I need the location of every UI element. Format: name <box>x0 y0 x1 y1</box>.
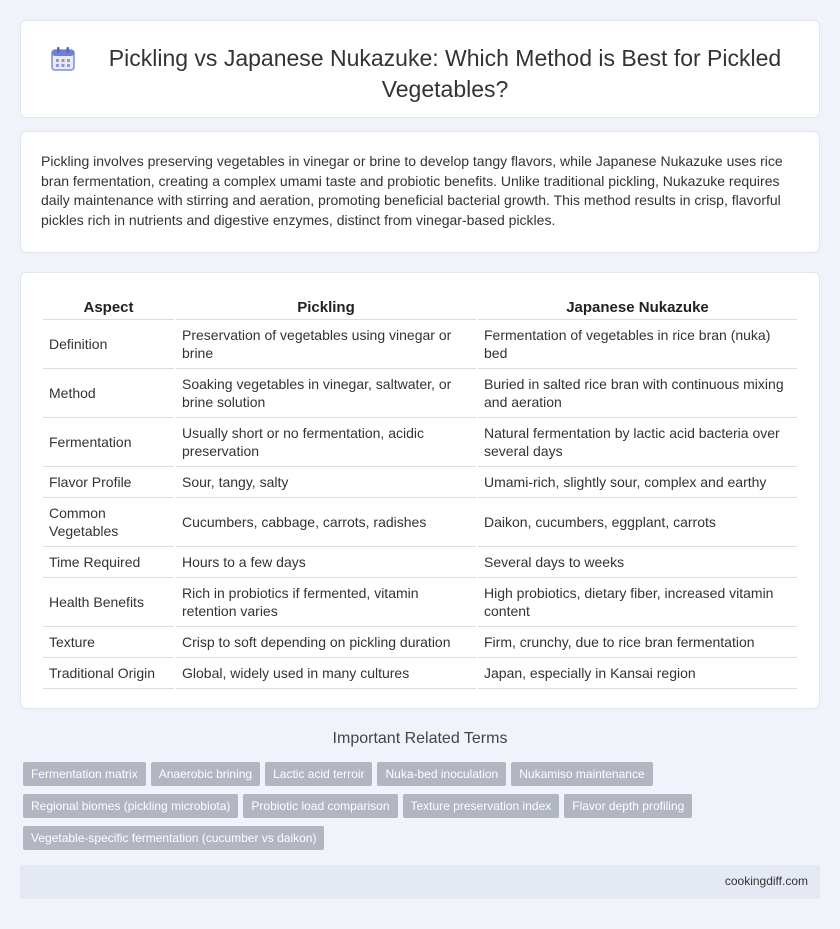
header-nukazuke: Japanese Nukazuke <box>478 293 797 320</box>
table-header-row <box>43 293 797 320</box>
cell-aspect: Fermentation <box>43 418 174 467</box>
table-row <box>43 627 797 658</box>
cell-aspect: Definition <box>43 320 174 369</box>
related-terms-tags <box>23 762 823 858</box>
cell-nukazuke: Natural fermentation by lactic acid bacteria over several days <box>478 418 797 467</box>
related-term-tag[interactable]: Lactic acid terroir <box>265 762 372 786</box>
cell-pickling: Rich in probiotics if fermented, vitamin retention varies <box>176 578 476 627</box>
footer-site[interactable]: cookingdiff.com <box>724 874 808 888</box>
cell-aspect: Common Vegetables <box>43 498 174 547</box>
footer <box>20 865 820 899</box>
table-row <box>43 547 797 578</box>
intro-paragraph: Pickling involves preserving vegetables in vinegar or brine to develop tangy flavors, while Japanese Nukazuke uses rice bran fermentation, creating a complex umami taste and probiotic benefits. Unlike traditional pickling, Nukazuke requires daily maintenance with stirring and aeration, promoting beneficial bacterial growth. This method results in crisp, flavorful pickles rich in nutrients and digestive enzymes, distinct from vinegar-based pickles. <box>41 153 783 228</box>
cell-nukazuke: Firm, crunchy, due to rice bran fermentation <box>478 627 797 658</box>
table-row <box>43 418 797 467</box>
related-term-tag[interactable]: Regional biomes (pickling microbiota) <box>23 794 238 818</box>
table-row <box>43 467 797 498</box>
related-term-tag[interactable]: Anaerobic brining <box>151 762 260 786</box>
cell-nukazuke: Umami-rich, slightly sour, complex and earthy <box>478 467 797 498</box>
table-row <box>43 578 797 627</box>
cell-pickling: Soaking vegetables in vinegar, saltwater, or brine solution <box>176 369 476 418</box>
cell-pickling: Sour, tangy, salty <box>176 467 476 498</box>
cell-pickling: Usually short or no fermentation, acidic preservation <box>176 418 476 467</box>
cell-aspect: Health Benefits <box>43 578 174 627</box>
header-card <box>20 20 820 118</box>
cell-nukazuke: Japan, especially in Kansai region <box>478 658 797 689</box>
page-title: Pickling vs Japanese Nukazuke: Which Method is Best for Pickled Vegetables? <box>108 45 782 102</box>
cell-aspect: Method <box>43 369 174 418</box>
table-row <box>43 369 797 418</box>
cell-pickling: Preservation of vegetables using vinegar or brine <box>176 320 476 369</box>
cell-pickling: Crisp to soft depending on pickling duration <box>176 627 476 658</box>
related-term-tag[interactable]: Texture preservation index <box>403 794 560 818</box>
cell-nukazuke: Buried in salted rice bran with continuous mixing and aeration <box>478 369 797 418</box>
table-row <box>43 320 797 369</box>
related-term-tag[interactable]: Nukamiso maintenance <box>511 762 652 786</box>
table-row <box>43 658 797 689</box>
header-aspect: Aspect <box>43 293 174 320</box>
cell-nukazuke: High probiotics, dietary fiber, increased vitamin content <box>478 578 797 627</box>
related-term-tag[interactable]: Probiotic load comparison <box>243 794 397 818</box>
cell-aspect: Flavor Profile <box>43 467 174 498</box>
comparison-table-card <box>20 272 820 709</box>
cell-pickling: Cucumbers, cabbage, carrots, radishes <box>176 498 476 547</box>
cell-aspect: Time Required <box>43 547 174 578</box>
cell-aspect: Traditional Origin <box>43 658 174 689</box>
comparison-table <box>41 293 799 689</box>
header-pickling: Pickling <box>176 293 476 320</box>
related-term-tag[interactable]: Flavor depth profiling <box>564 794 692 818</box>
cell-nukazuke: Daikon, cucumbers, eggplant, carrots <box>478 498 797 547</box>
intro-card <box>20 131 820 253</box>
related-term-tag[interactable]: Vegetable-specific fermentation (cucumber vs daikon) <box>23 826 324 850</box>
cell-aspect: Texture <box>43 627 174 658</box>
cell-nukazuke: Fermentation of vegetables in rice bran (nuka) bed <box>478 320 797 369</box>
related-term-tag[interactable]: Fermentation matrix <box>23 762 146 786</box>
cell-pickling: Global, widely used in many cultures <box>176 658 476 689</box>
cell-nukazuke: Several days to weeks <box>478 547 797 578</box>
related-term-tag[interactable]: Nuka-bed inoculation <box>377 762 506 786</box>
table-row <box>43 498 797 547</box>
related-terms-title: Important Related Terms <box>332 730 508 747</box>
cell-pickling: Hours to a few days <box>176 547 476 578</box>
